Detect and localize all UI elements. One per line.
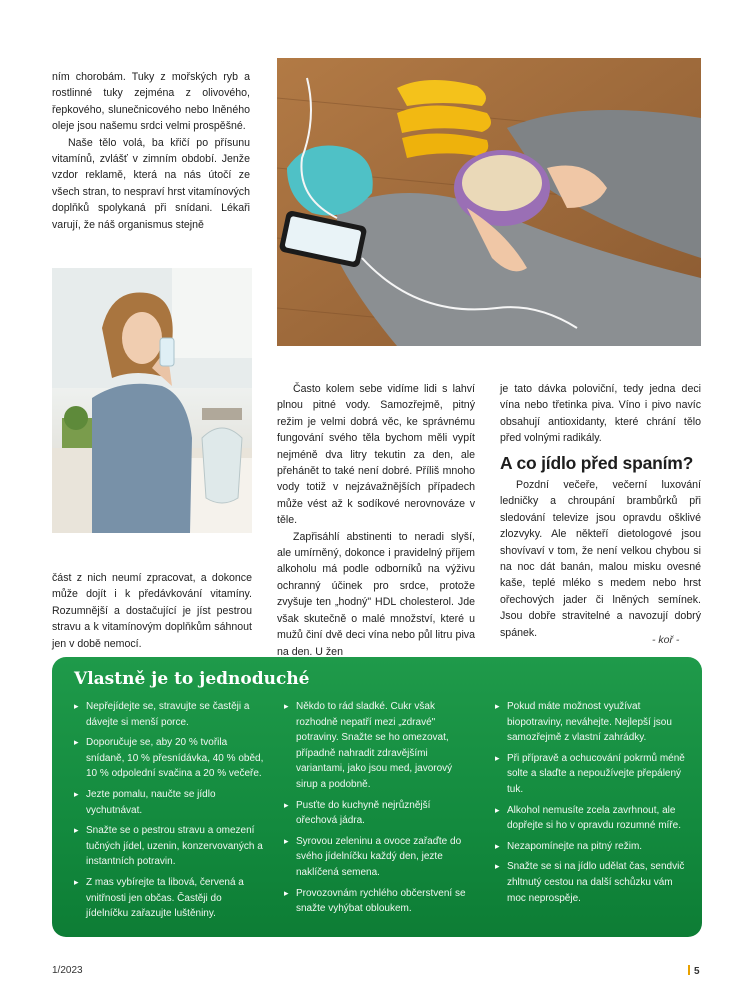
tip-item: ▸ Jezte pomalu, naučte se jídlo vychutnávat. bbox=[74, 787, 264, 818]
tip-item: ▸ Syrovou zeleninu a ovoce zařaďte do svého jídelníčku každý den, jezte naklíčená semena. bbox=[284, 834, 474, 881]
paragraph: je tato dávka poloviční, tedy jedna deci vína nebo třetinka piva. Víno i pivo navíc obsahují antioxidanty, které chrání tělo před volnými radikály. bbox=[500, 383, 701, 445]
paragraph: část z nich neumí zpracovat, a dokonce může dojít i k předávkování vitamíny. Rozumnější a dostačující je jíst pestrou stravu a k vitamínovým doplňkům sáhnout jen v době nemocí. bbox=[52, 572, 252, 650]
column-1-bottom-text bbox=[52, 570, 252, 652]
tips-column-3 bbox=[495, 699, 685, 911]
column-2-text bbox=[277, 381, 475, 660]
page-number-bar bbox=[688, 965, 690, 975]
tips-box-title: Vlastně je to jednoduché bbox=[74, 669, 310, 689]
page-number bbox=[688, 965, 700, 977]
tip-item: ▸ Pusťte do kuchyně nejrůznější ořechová jádra. bbox=[284, 798, 474, 829]
tip-item: ▸ Nezapomínejte na pitný režim. bbox=[495, 839, 685, 855]
issue-number: 1/2023 bbox=[52, 965, 83, 976]
column-3-bottom-text bbox=[500, 477, 701, 641]
author-signature: - koř - bbox=[652, 634, 680, 646]
tip-item: ▸ Snažte se si na jídlo udělat čas, sendvič zhltnutý cestou na další schůzku vám moc neprospěje. bbox=[495, 859, 685, 906]
paragraph: Často kolem sebe vidíme lidi s lahví plnou pitné vody. Samozřejmě, pitný režim je velmi dobrá věc, ke správnému fungování svého těla bychom měli vypít nejméně dva litry tekutin za den, ale přehánět to také není dobré. Příliš mnoho vody totiž v nejzávažnějších případech může vést až k sodíkové nerovnováze v těle. bbox=[277, 383, 475, 527]
tip-item: ▸ Při přípravě a ochucování pokrmů méně solte a slaďte a nepoužívejte přepálený tuk. bbox=[495, 751, 685, 798]
tip-item: ▸ Někdo to rád sladké. Cukr však rozhodně nepatří mezi „zdravé" potraviny. Snažte se ho omezovat, případně nahradit zdravějšími variantami, jako jsou med, javorový sirup a podobně. bbox=[284, 699, 474, 793]
tips-box bbox=[52, 657, 702, 937]
breakfast-legs-photo bbox=[277, 58, 701, 346]
tip-item: ▸ Nepřejídejte se, stravujte se častěji a dávejte si menší porce. bbox=[74, 699, 264, 730]
woman-drinking-water-illustration bbox=[52, 268, 252, 533]
tips-column-2 bbox=[284, 699, 474, 922]
tip-item: ▸ Pokud máte možnost využívat biopotraviny, neváhejte. Nejlepší jsou samozřejmě z vlastní zahrádky. bbox=[495, 699, 685, 746]
paragraph: ním chorobám. Tuky z mořských ryb a rostlinné tuky zejména z olivového, řepkového, slunečnicového nebo lněného oleje jsou našemu srdci velmi prospěšné. bbox=[52, 71, 250, 133]
tip-item: ▸ Z mas vybírejte ta libová, červená a vnitřnosti jen občas. Častěji do jídelníčku zařazujte luštěniny. bbox=[74, 875, 264, 922]
tip-item: ▸ Provozovnám rychlého občerstvení se snažte vyhýbat obloukem. bbox=[284, 886, 474, 917]
paragraph: Zapřisáhlí abstinenti to neradi slyší, ale umírněný, dokonce i pravidelný příjem alkoholu má podle odborníků na výživu ochranný účinek pro srdce, protože zvyšuje ten „hodný" HDL cholesterol. Jde však skutečně o malé množství, které u mužů činí dvě deci vína nebo půl litru piva na den. U žen bbox=[277, 530, 475, 658]
breakfast-legs-illustration bbox=[277, 58, 701, 346]
column-3-top-text bbox=[500, 381, 701, 447]
tip-item: ▸ Alkohol nemusíte zcela zavrhnout, ale dopřejte si ho v opravdu rozumné míře. bbox=[495, 803, 685, 834]
tips-column-1 bbox=[74, 699, 264, 927]
paragraph: Pozdní večeře, večerní luxování ledničky a chroupání brambůrků při sledování televize jsou opravdu ošklivé zlozvyky. Ale někteří dietologové jsou shovívaví v tom, že není velkou chybou si na noc dát banán, malou misku ovesné kaše, teplé mléko s medem nebo hrst ořechových jader či lněných semínek. Jsou dobře stravitelné a navozují dobrý spánek. bbox=[500, 479, 701, 639]
section-heading: A co jídlo před spaním? bbox=[500, 453, 694, 473]
tip-item: ▸ Snažte se o pestrou stravu a omezení tučných jídel, uzenin, konzervovaných a instantních potravin. bbox=[74, 823, 264, 870]
paragraph: Naše tělo volá, ba křičí po přísunu vitamínů, zvlášť v zimním období. Jenže vzdor reklamě, která na nás útočí ze všech stran, to nespraví hrst vitamínových doplňků spolykaná při snídani. Lékaři varují, že náš organismus stejně bbox=[52, 136, 250, 231]
column-1-top-text bbox=[52, 69, 250, 233]
woman-drinking-water-photo bbox=[52, 268, 252, 533]
tip-item: ▸ Doporučuje se, aby 20 % tvořila snídaně, 10 % přesnídávka, 40 % oběd, 10 % odpolední svačina a 20 % večeře. bbox=[74, 735, 264, 782]
page-number-value: 5 bbox=[694, 966, 700, 977]
